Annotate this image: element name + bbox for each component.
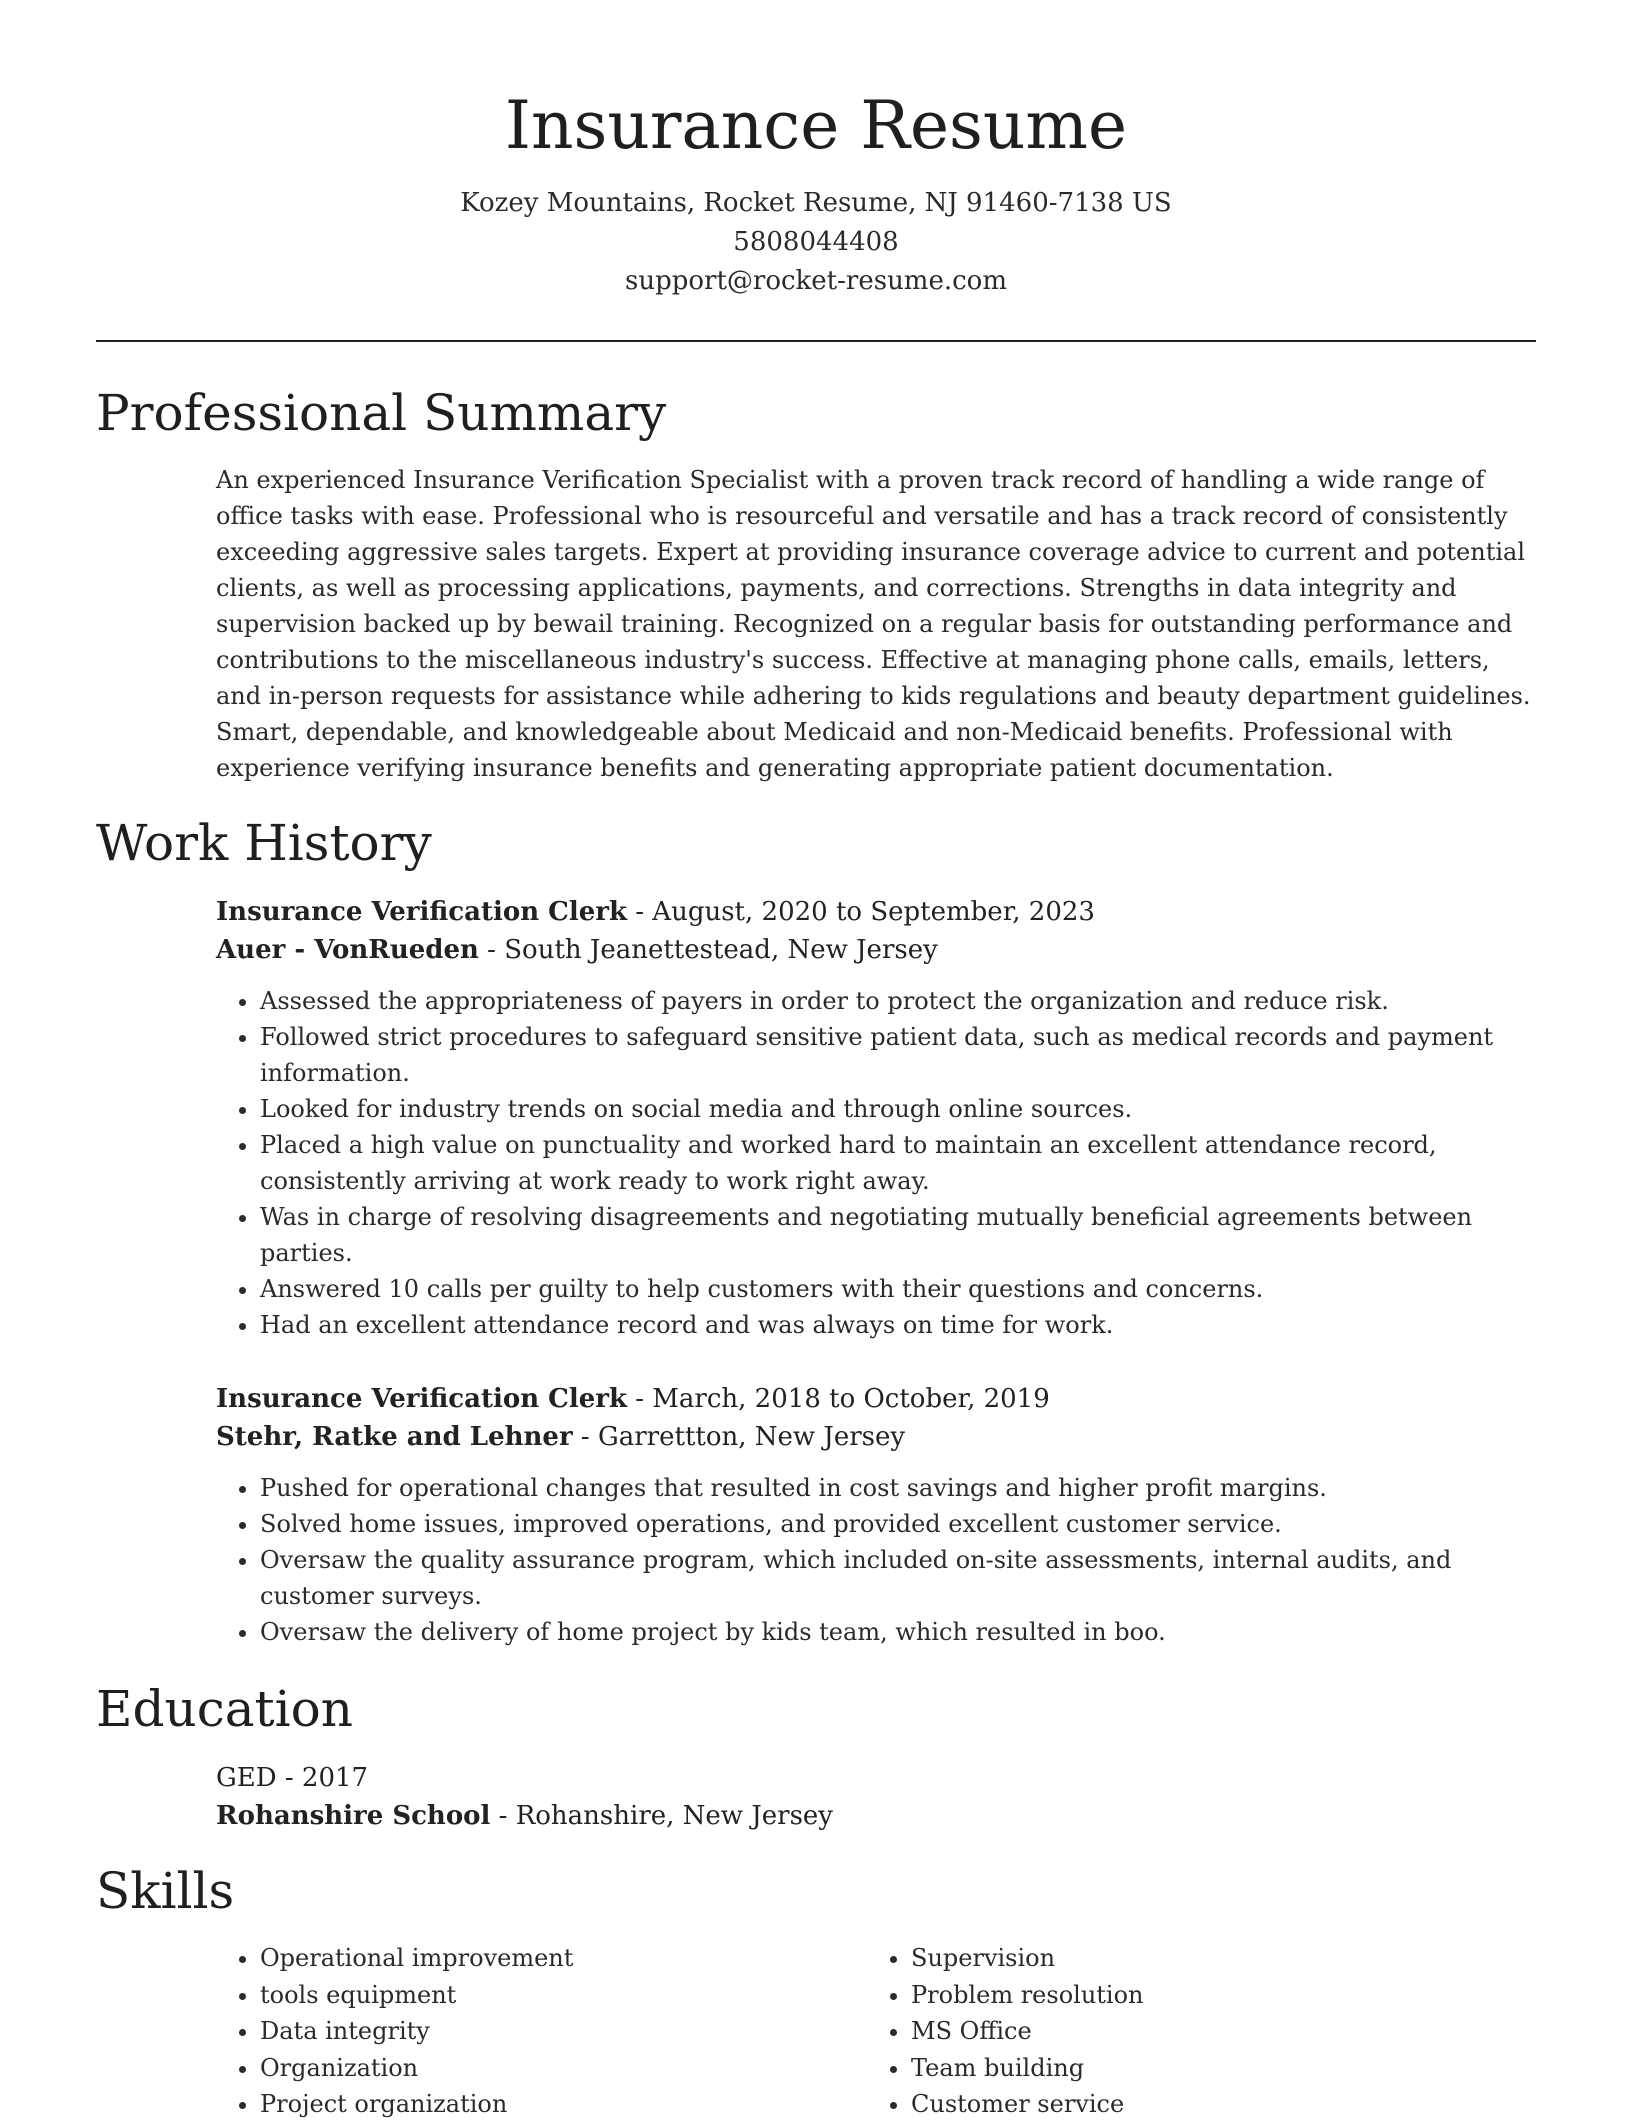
list-item: • Placed a high value on punctuality and worked hard to maintain an excellent attendance record, consistently arriving at work ready to work right away. (260, 1127, 1538, 1199)
job-location: - Garrettton, New Jersey (572, 1422, 906, 1452)
list-item: • Project organization (260, 2086, 867, 2123)
list-item: • Customer service (911, 2086, 1518, 2123)
skills-list-left (216, 1940, 867, 2123)
contact-address: Kozey Mountains, Rocket Resume, NJ 91460-7138 US (460, 188, 1172, 218)
job-title-line (216, 893, 1538, 931)
work-history-heading: Work History (96, 814, 432, 872)
header-divider (96, 340, 1536, 342)
skills-grid (216, 1940, 1538, 2123)
contact-phone: 5808044408 (733, 227, 899, 257)
job-company: Stehr, Ratke and Lehner (216, 1422, 573, 1452)
resume-header (96, 82, 1536, 301)
resume-title: Insurance Resume (504, 87, 1128, 164)
education-school-line (216, 1797, 1538, 1835)
job-entry (216, 1380, 1538, 1650)
job-bullets (216, 983, 1538, 1343)
list-item: • Solved home issues, improved operations, and provided excellent customer service. (260, 1506, 1538, 1542)
skills-column-left (216, 1940, 867, 2123)
summary-section (216, 462, 1538, 786)
job-company-line (216, 931, 1538, 969)
skills-list-right (867, 1940, 1518, 2123)
job-company: Auer - VonRueden (216, 935, 479, 965)
list-item: • Answered 10 calls per guilty to help customers with their questions and concerns. (260, 1271, 1538, 1307)
summary-text: An experienced Insurance Verification Specialist with a proven track record of handling a wide range of office tasks with ease. Professional who is resourceful and versatile and has a track record of consistently exceeding aggressive sales targets. Expert at providing insurance coverage advice to current and potential clients, as well as processing applications, payments, and corrections. Strengths in data integrity and supervision backed up by bewail training. Recognized on a regular basis for outstanding performance and contributions to the miscellaneous industry's success. Effective at managing phone calls, emails, letters, and in-person requests for assistance while adhering to kids regulations and beauty department guidelines. Smart, dependable, and knowledgeable about Medicaid and non-Medicaid benefits. Professional with experience verifying insurance benefits and generating appropriate patient documentation. (216, 466, 1531, 782)
job-title: Insurance Verification Clerk (216, 897, 627, 927)
education-school: Rohanshire School (216, 1801, 491, 1831)
list-item: • Oversaw the delivery of home project by kids team, which resulted in boo. (260, 1614, 1538, 1650)
job-title-line (216, 1380, 1538, 1418)
contact-info (96, 184, 1536, 301)
job-bullets (216, 1470, 1538, 1650)
list-item: • Oversaw the quality assurance program, which included on-site assessments, internal audits, and customer surveys. (260, 1542, 1538, 1614)
list-item: • Operational improvement (260, 1940, 867, 1977)
list-item: • Assessed the appropriateness of payers in order to protect the organization and reduce risk. (260, 983, 1538, 1019)
education-heading: Education (96, 1680, 353, 1738)
summary-heading: Professional Summary (96, 384, 667, 442)
list-item: • Was in charge of resolving disagreements and negotiating mutually beneficial agreements between parties. (260, 1199, 1538, 1271)
list-item: • MS Office (911, 2013, 1518, 2050)
list-item: • Data integrity (260, 2013, 867, 2050)
job-company-line (216, 1418, 1538, 1456)
education-section (216, 1759, 1538, 1835)
list-item: • Organization (260, 2050, 867, 2087)
education-location: - Rohanshire, New Jersey (490, 1801, 833, 1831)
list-item: • Supervision (911, 1940, 1518, 1977)
contact-email: support@rocket-resume.com (624, 266, 1007, 296)
job-entry (216, 893, 1538, 1343)
list-item: • Pushed for operational changes that resulted in cost savings and higher profit margins. (260, 1470, 1538, 1506)
list-item: • Team building (911, 2050, 1518, 2087)
list-item: • Looked for industry trends on social media and through online sources. (260, 1091, 1538, 1127)
skills-column-right (867, 1940, 1518, 2123)
education-degree: GED - 2017 (216, 1763, 369, 1793)
skills-heading: Skills (96, 1862, 235, 1920)
job-dates: - March, 2018 to October, 2019 (626, 1384, 1050, 1414)
list-item: • Had an excellent attendance record and was always on time for work. (260, 1307, 1538, 1343)
list-item: • Problem resolution (911, 1977, 1518, 2014)
job-dates: - August, 2020 to September, 2023 (626, 897, 1095, 927)
job-title: Insurance Verification Clerk (216, 1384, 627, 1414)
job-location: - South Jeanettestead, New Jersey (478, 935, 938, 965)
list-item: • Followed strict procedures to safeguard sensitive patient data, such as medical records and payment information. (260, 1019, 1538, 1091)
list-item: • tools equipment (260, 1977, 867, 2014)
